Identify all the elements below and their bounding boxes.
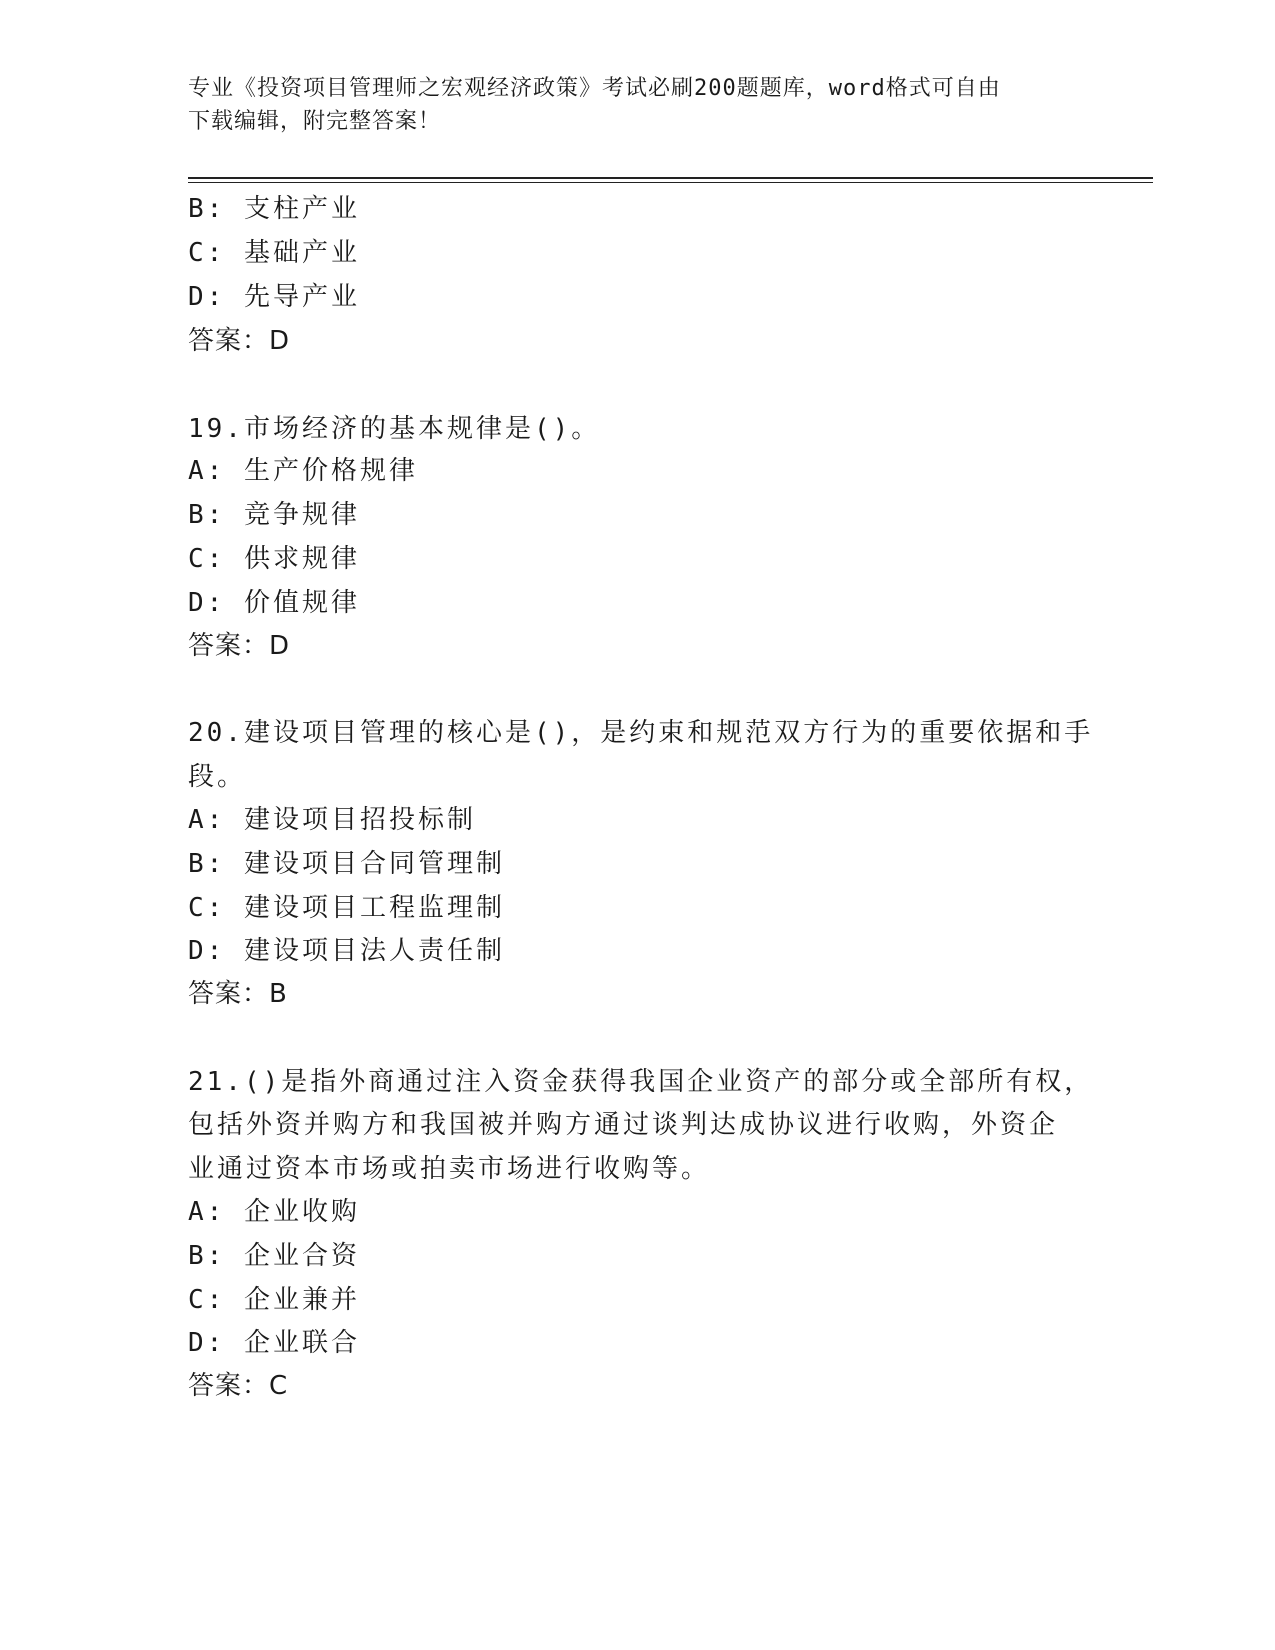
q21-stem-line-1: 21.()是指外商通过注入资金获得我国企业资产的部分或全部所有权，	[188, 1067, 1094, 1097]
q19-answer: 答案：D	[188, 631, 291, 661]
q19-option-b: B: 竞争规律	[188, 500, 360, 530]
q21-option-a: A: 企业收购	[188, 1197, 360, 1227]
header-rule-thick	[188, 177, 1153, 179]
q20-stem-line-2: 段。	[188, 762, 247, 792]
q18-option-d: D: 先导产业	[188, 282, 360, 312]
q21-stem-line-3: 业通过资本市场或拍卖市场进行收购等。	[188, 1154, 711, 1184]
q20-option-a: A: 建设项目招投标制	[188, 805, 476, 835]
q20-answer: 答案：B	[188, 979, 288, 1009]
q20-option-d: D: 建设项目法人责任制	[188, 936, 505, 966]
q21-option-d: D: 企业联合	[188, 1328, 360, 1358]
q19-option-c: C: 供求规律	[188, 544, 360, 574]
document-header	[188, 72, 1068, 138]
header-line-2: 下载编辑，附完整答案！	[188, 109, 442, 134]
q19-stem: 19.市场经济的基本规律是()。	[188, 414, 601, 444]
header-line-1: 专业《投资项目管理师之宏观经济政策》考试必刷200题题库，word格式可自由	[188, 76, 1001, 101]
q18-answer: 答案：D	[188, 326, 291, 356]
q21-option-c: C: 企业兼并	[188, 1285, 360, 1315]
q20-option-b: B: 建设项目合同管理制	[188, 849, 505, 879]
q19-option-d: D: 价值规律	[188, 588, 360, 618]
q21-stem-line-2: 包括外资并购方和我国被并购方通过谈判达成协议进行收购，外资企	[188, 1110, 1059, 1140]
q20-stem-line-1: 20.建设项目管理的核心是()，是约束和规范双方行为的重要依据和手	[188, 718, 1094, 748]
q21-option-b: B: 企业合资	[188, 1241, 360, 1271]
q19-option-a: A: 生产价格规律	[188, 456, 418, 486]
q21-answer: 答案：C	[188, 1371, 289, 1401]
q18-option-b: B: 支柱产业	[188, 194, 360, 224]
q18-option-c: C: 基础产业	[188, 238, 360, 268]
header-rule-thin	[188, 182, 1153, 183]
q20-option-c: C: 建设项目工程监理制	[188, 893, 505, 923]
